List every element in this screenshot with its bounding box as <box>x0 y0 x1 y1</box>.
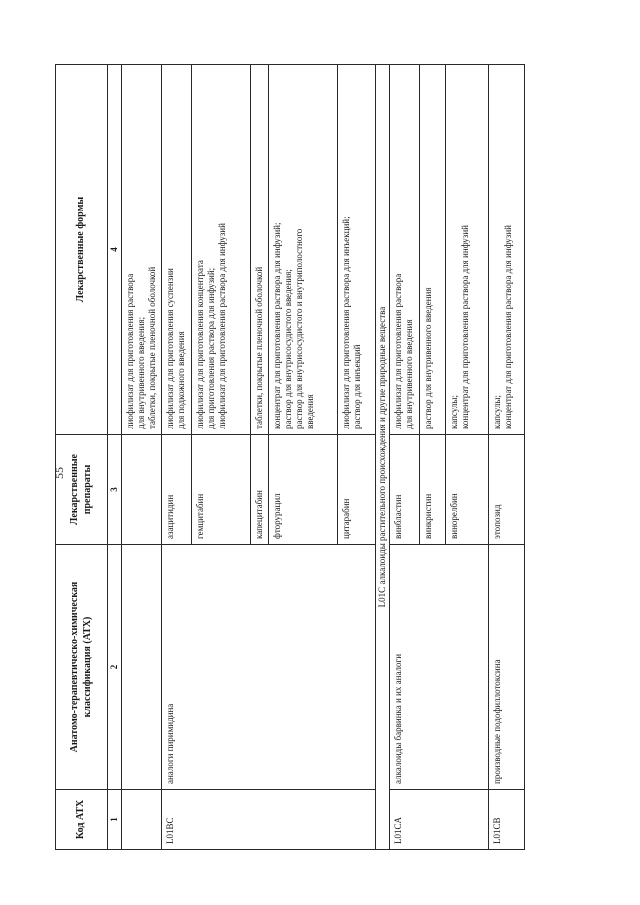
column-number: 1 <box>108 790 122 850</box>
drug-cell <box>121 435 161 545</box>
rotated-table-wrapper <box>55 65 525 850</box>
form-line: лиофилизат для приготовления раствора для инфузий <box>217 223 228 429</box>
forms-cell <box>162 65 192 435</box>
form-line: раствор для инъекций <box>351 344 362 429</box>
column-number: 3 <box>108 435 122 545</box>
classification-cell: производные подофиллотоксина <box>488 545 524 790</box>
classification-cell: аналоги пиримидина <box>162 545 376 790</box>
table-row <box>389 65 419 850</box>
form-line: для внутривенного введения; <box>135 316 146 429</box>
form-line: лиофилизат для приготовления раствора <box>392 273 403 429</box>
drug-cell: винорелбин <box>446 435 488 545</box>
drug-cell: цитарабин <box>337 435 375 545</box>
form-line: лиофилизат для приготовления раствора <box>124 273 135 429</box>
form-line: лиофилизат для приготовления раствора для инъекций; <box>340 216 351 429</box>
form-line: раствор для внутрисосудистого введения; <box>282 269 293 429</box>
form-line: введения <box>304 394 315 429</box>
form-line: для приготовления раствора для инфузий; <box>206 267 217 429</box>
forms-cell <box>250 65 268 435</box>
drug-cell: азацитидин <box>162 435 192 545</box>
classification-cell: алкалоиды барвинка и их аналоги <box>389 545 488 790</box>
drug-cell: капецитабин <box>250 435 268 545</box>
drug-cell: винкристин <box>420 435 446 545</box>
drug-table <box>55 64 525 850</box>
forms-cell <box>420 65 446 435</box>
drug-cell: этопозид <box>488 435 524 545</box>
classification-cell <box>121 545 161 790</box>
form-line: таблетки, покрытые пленочной оболочкой <box>146 266 157 429</box>
header-drugs: Лекарственные препараты <box>56 435 108 545</box>
column-number: 2 <box>108 545 122 790</box>
forms-cell <box>192 65 250 435</box>
forms-cell <box>446 65 488 435</box>
form-line: капсулы; <box>491 395 502 429</box>
header-code: Код АТХ <box>56 790 108 850</box>
section-row <box>375 65 389 850</box>
drug-cell: фторурацил <box>269 435 338 545</box>
header-classification: Анатомо-терапевтическо-химическая классификация (АТХ) <box>56 545 108 790</box>
drug-cell: гемцитабин <box>192 435 250 545</box>
form-line: лиофилизат для приготовления суспензии <box>165 268 176 429</box>
header-forms: Лекарственные формы <box>56 65 108 435</box>
code-cell: L01BC <box>162 790 376 850</box>
code-cell: L01CB <box>488 790 524 850</box>
form-line: лиофилизат для приготовления концентрата <box>195 260 206 429</box>
forms-cell <box>389 65 419 435</box>
form-line: капсулы; <box>449 395 460 429</box>
form-line: для внутривенного введения <box>403 319 414 429</box>
forms-cell <box>337 65 375 435</box>
forms-cell <box>488 65 524 435</box>
header-row <box>56 65 108 850</box>
form-line: раствор для внутрисосудистого и внутриполостного <box>293 228 304 429</box>
drug-cell: винбластин <box>389 435 419 545</box>
table-row <box>488 65 524 850</box>
table-row <box>162 65 192 850</box>
form-line: раствор для внутривенного введения <box>423 287 434 429</box>
code-cell <box>121 790 161 850</box>
column-number: 4 <box>108 65 122 435</box>
form-line: концентрат для приготовления раствора для инфузий <box>502 225 513 429</box>
form-line: концентрат для приготовления раствора для инфузий <box>460 225 471 429</box>
page-number: 55 <box>52 467 66 479</box>
form-line: концентрат для приготовления раствора для инфузий; <box>272 222 282 429</box>
form-line: таблетки, покрытые пленочной оболочкой <box>253 266 264 429</box>
column-number-row <box>108 65 122 850</box>
code-cell: L01CA <box>389 790 488 850</box>
section-heading: L01C алкалоиды растительного происхождения и другие природные вещества <box>375 65 389 850</box>
forms-cell <box>269 65 338 435</box>
form-line: для подкожного введения <box>176 331 187 429</box>
table-row <box>121 65 161 850</box>
forms-cell <box>121 65 161 435</box>
